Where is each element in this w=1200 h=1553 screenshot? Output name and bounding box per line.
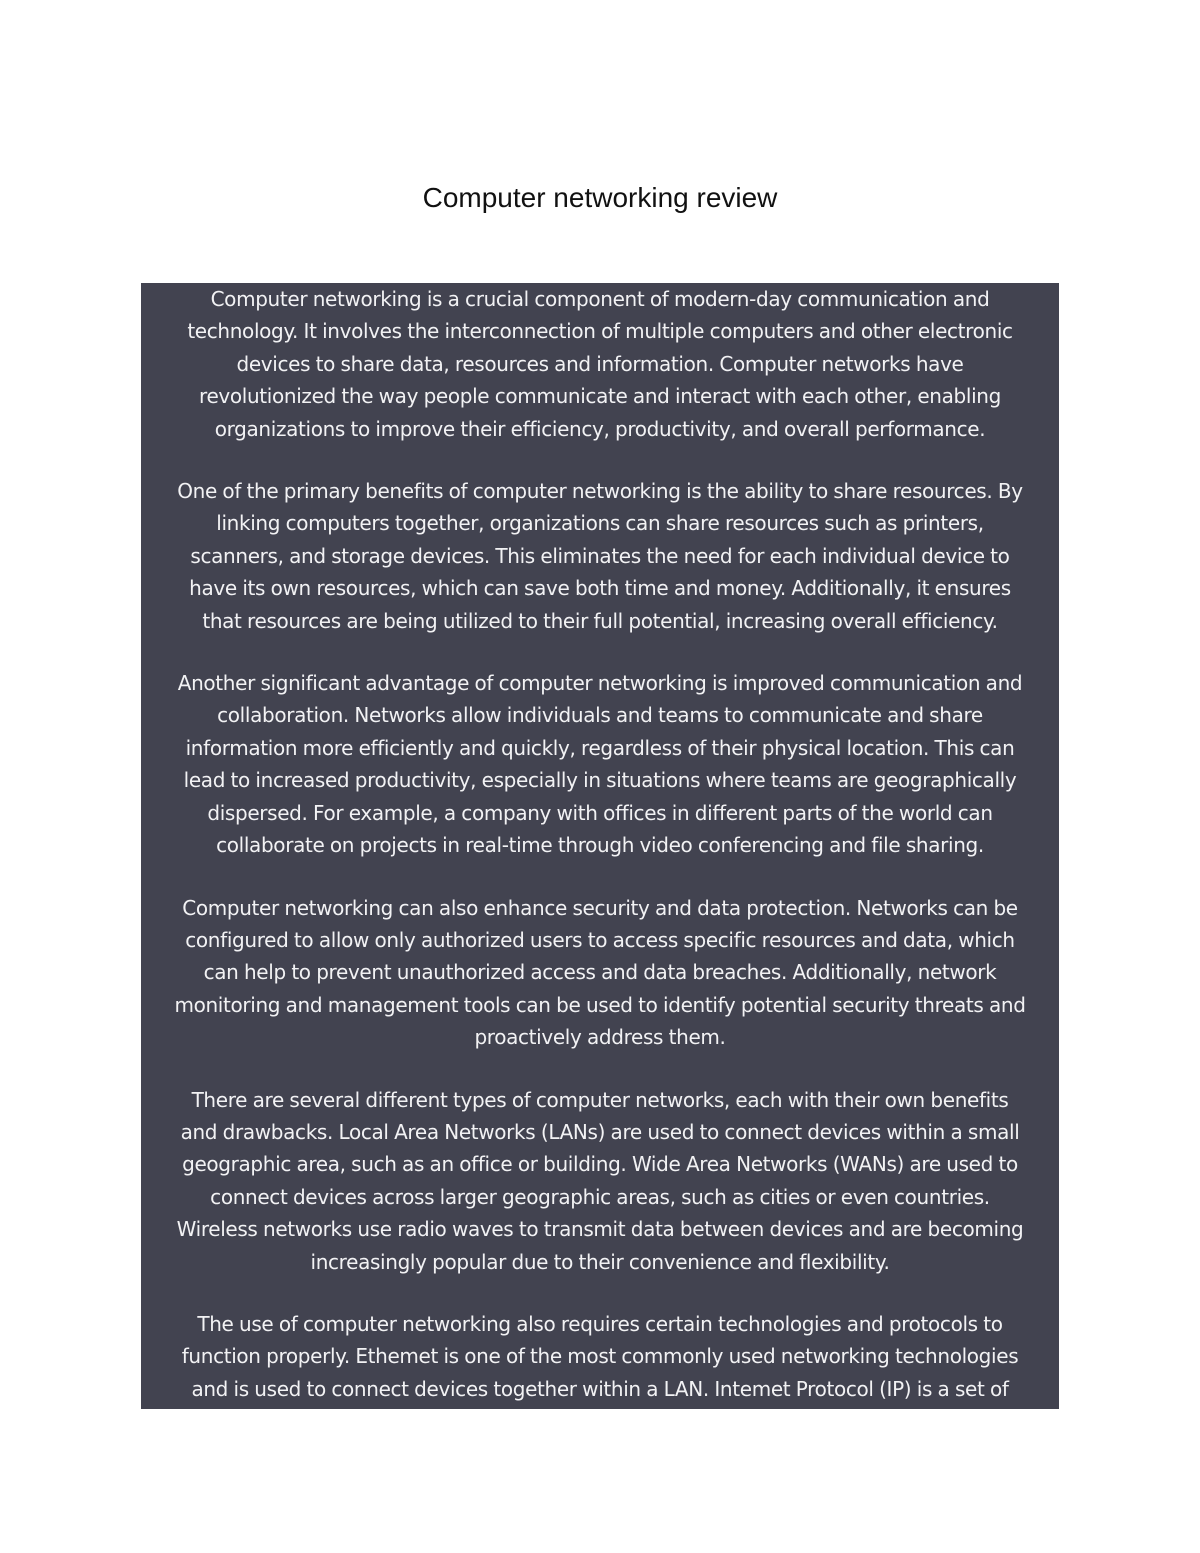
paragraph (141, 892, 1059, 1054)
text-line: organizations to improve their efficiency, productivity, and overall performance. (214, 416, 986, 441)
text-line: technology. It involves the interconnection of multiple computers and other electronic (187, 319, 1013, 344)
text-line: Computer networking is a crucial component of modern-day communication and (210, 287, 990, 311)
text-line: There are several different types of computer networks, each with their own benefits (191, 1087, 1009, 1112)
paragraph (141, 283, 1059, 445)
text-line: proactively address them. (474, 1025, 726, 1050)
text-line: and drawbacks. Local Area Networks (LANs) are used to connect devices within a small (180, 1119, 1020, 1144)
text-line: Computer networking can also enhance security and data protection. Networks can be (182, 895, 1018, 920)
text-line: One of the primary benefits of computer networking is the ability to share resources. By (177, 479, 1023, 504)
paragraph (141, 475, 1059, 637)
text-line: revolutionized the way people communicate and interact with each other, enabling (199, 384, 1001, 409)
text-line: dispersed. For example, a company with offices in different parts of the world can (207, 800, 993, 825)
paragraph (141, 1308, 1059, 1405)
text-line: geographic area, such as an office or building. Wide Area Networks (WANs) are used to (182, 1152, 1018, 1177)
text-line: collaborate on projects in real-time through video conferencing and file sharing. (216, 833, 984, 858)
text-line: information more efficiently and quickly, regardless of their physical location. This can (185, 735, 1015, 760)
text-line: Wireless networks use radio waves to transmit data between devices and are becoming (176, 1217, 1024, 1242)
text-line: The use of computer networking also requires certain technologies and protocols to (197, 1311, 1003, 1336)
text-line: function properly. Ethemet is one of the most commonly used networking technologies (181, 1344, 1019, 1369)
text-line: connect devices across larger geographic areas, such as cities or even countries. (210, 1184, 990, 1209)
text-panel (141, 283, 1059, 1409)
text-line: Another significant advantage of computer networking is improved communication and (177, 671, 1023, 696)
text-line: linking computers together, organizations can share resources such as printers, (216, 511, 984, 536)
text-line: increasingly popular due to their convenience and flexibility. (310, 1249, 890, 1274)
text-line: monitoring and management tools can be used to identify potential security threats and (174, 992, 1026, 1017)
text-line: and is used to connect devices together within a LAN. Intemet Protocol (IP) is a set of (191, 1376, 1009, 1401)
document-title: Computer networking review (422, 182, 778, 213)
paragraph (141, 1084, 1059, 1278)
text-line: devices to share data, resources and information. Computer networks have (236, 351, 964, 376)
text-line: scanners, and storage devices. This eliminates the need for each individual device to (190, 543, 1010, 568)
text-line: configured to allow only authorized users to access specific resources and data, which (185, 927, 1015, 952)
text-line: that resources are being utilized to their full potential, increasing overall efficiency. (202, 608, 998, 633)
text-line: lead to increased productivity, especially in situations where teams are geographically (183, 768, 1017, 793)
text-line: can help to prevent unauthorized access and data breaches. Additionally, network (203, 960, 997, 985)
text-line: have its own resources, which can save both time and money. Additionally, it ensures (189, 576, 1011, 601)
paragraph (141, 667, 1059, 861)
text-line: collaboration. Networks allow individuals and teams to communicate and share (217, 703, 983, 728)
